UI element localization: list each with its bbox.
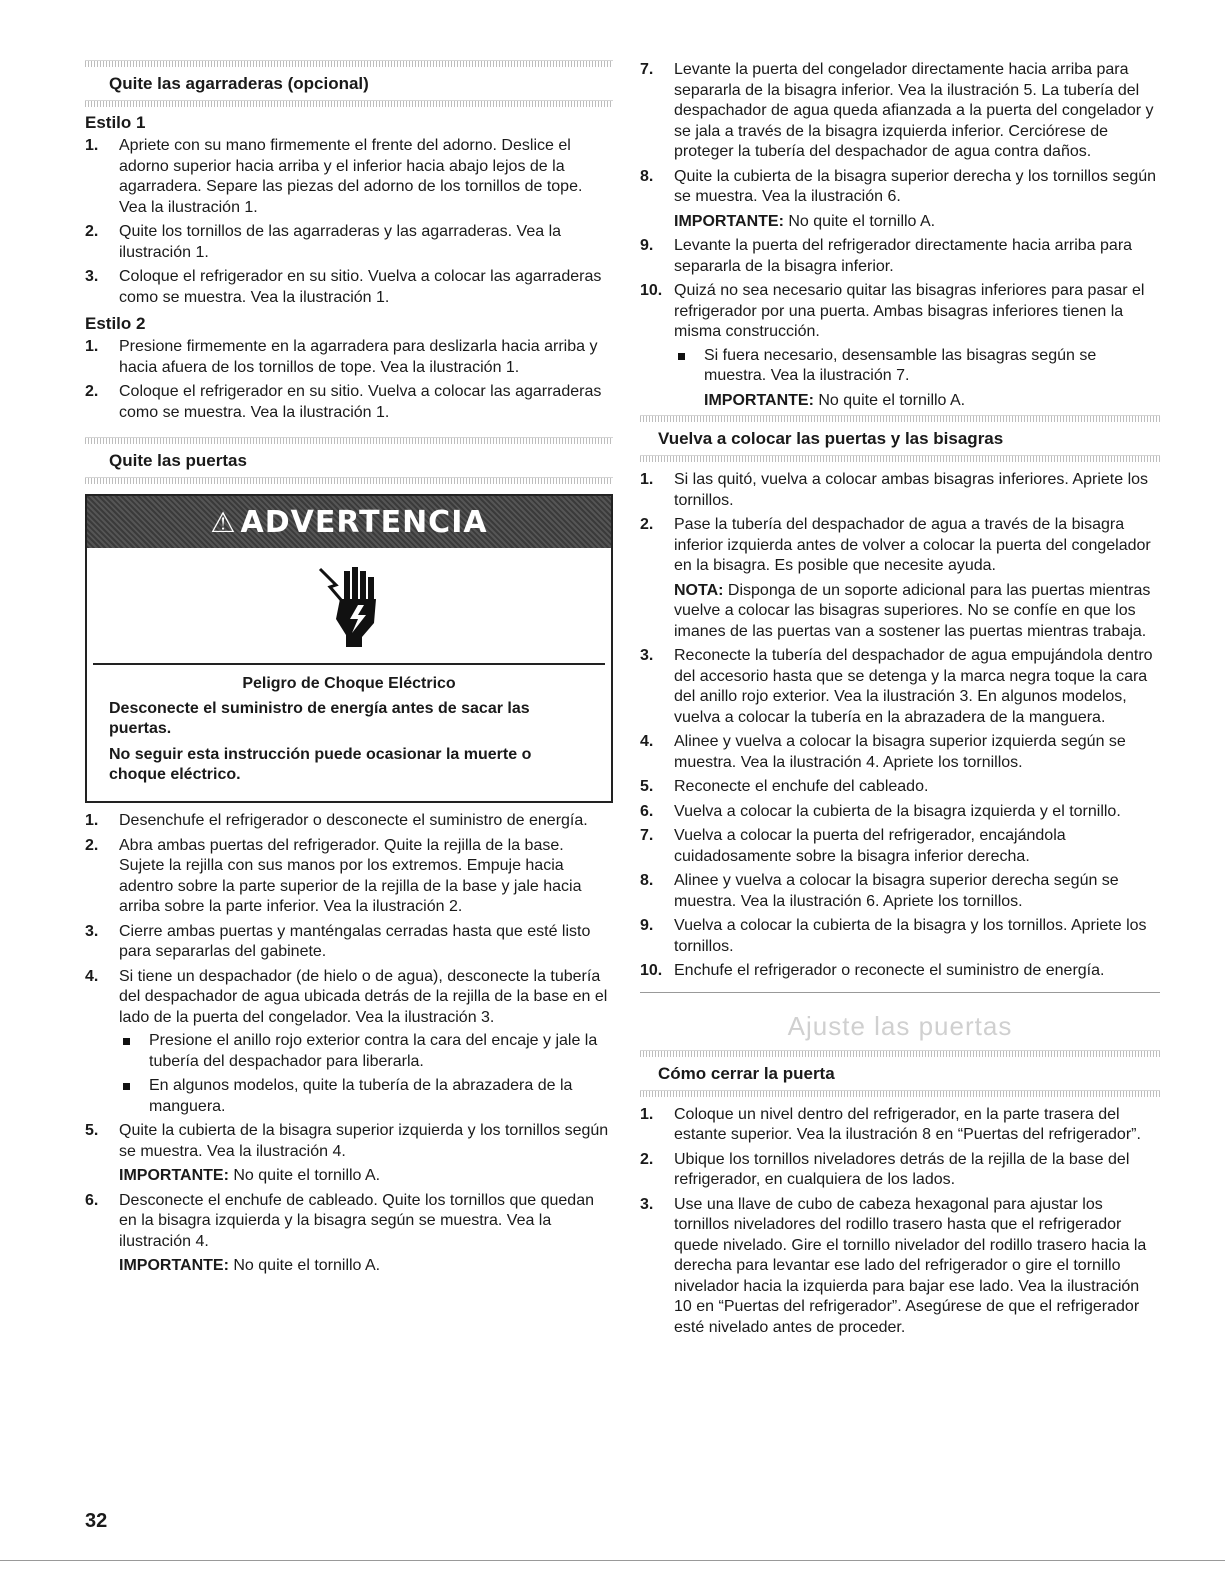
list-item: 5. Reconecte el enchufe del cableado. [640,777,1160,798]
page-number: 32 [85,1510,108,1532]
list-item [640,515,1160,642]
important-label: IMPORTANTE: [674,212,784,230]
list-item: 9. Vuelva a colocar la cubierta de la bisagra y los tornillos. Apriete los tornillos. [640,916,1160,957]
list-item: 1. Apriete con su mano firmemente el frente del adorno. Deslice el adorno superior hacia arriba y el inferior hacia abajo lejos de la agarradera. Separe las piezas del adorno de los tornillos de tope. Vea la ilustración 1. [85,136,613,218]
list-item: 2. Ubique los tornillos niveladores detrás de la rejilla de la base del refrigerador, en cualquiera de los lados. [640,1150,1160,1191]
warning-subtitle: Peligro de Choque Eléctrico [242,675,456,692]
list-item: 1. Desenchufe el refrigerador o desconecte el suministro de energía. [85,811,613,832]
list-item: 6. Vuelva a colocar la cubierta de la bisagra izquierda y el tornillo. [640,802,1160,823]
list-item: 3. Coloque el refrigerador en su sitio. Vuelva a colocar las agarraderas como se muestra. Vea la ilustración 1. [85,267,613,308]
bullet-list [119,1031,613,1117]
list-item: 2. Coloque el refrigerador en su sitio. Vuelva a colocar las agarraderas como se muestra. Vea la ilustración 1. [85,382,613,423]
important-note [119,1166,613,1187]
bullet-list [674,346,1160,412]
list-item: 3. Use una llave de cubo de cabeza hexagonal para ajustar los tornillos niveladores del rodillo trasero hasta que el refrigerador quede nivelado. Gire el tornillo nivelador del rodillo trasero hacia la derecha para levantar ese lado del refrigerador o gire el tornillo nivelador hacia la izquierda para bajar ese lado. Vea la ilustración 10 en “Puertas del refrigerador”. Asegúrese de que el refrigerador esté nivelado antes de proceder. [640,1195,1160,1339]
section-title-puertas: Quite las puertas [109,451,247,470]
list-item-text: Desconecte el enchufe de cableado. Quite los tornillos que quedan en la bisagra izquierda y la bisagra según se muestra. Vea la ilustración 4. [119,1191,594,1250]
bullet-item: Presione el anillo rojo exterior contra la cara del encaje y jale la tubería del despachador para liberarla. [119,1031,613,1072]
list-item [85,1121,613,1187]
important-text: No quite el tornillo A. [818,391,966,409]
list-item: 2. Abra ambas puertas del refrigerador. Quite la rejilla de la base. Sujete la rejilla con sus manos por los extremos. Empuje hacia adentro sobre la parte superior de la rejilla de la base y jale hacia arriba sobre la parte inferior. Vea la ilustración 2. [85,836,613,918]
list-item-text: Pase la tubería del despachador de agua a través de la bisagra inferior izquierda antes de volver a colocar la puerta del congelador en la bisagra. Es posible que necesite ayuda. [674,516,1151,574]
section-title-vuelva: Vuelva a colocar las puertas y las bisagras [658,429,1004,448]
warning-box [85,494,613,803]
list-item [85,1191,613,1277]
list-item: 9. Levante la puerta del refrigerador directamente hacia arriba para separarla de la bisagra inferior. [640,236,1160,277]
list-item: 4. Alinee y vuelva a colocar la bisagra superior izquierda según se muestra. Vea la ilustración 4. Apriete los tornillos. [640,732,1160,773]
list-item: 2. Quite los tornillos de las agarraderas y las agarraderas. Vea la ilustración 1. [85,222,613,263]
list-item-text: Quite la cubierta de la bisagra superior derecha y los tornillos según se muestra. Vea la ilustración 6. [674,167,1157,205]
left-column [85,60,613,1281]
warning-banner-text: ADVERTENCIA [240,504,488,540]
list-item: 3. Reconecte la tubería del despachador de agua empujándola dentro del accesorio hasta que se detenga y la marca negra toque la cara del anillo rojo exterior. Vea la ilustración 3. En algunos modelos, vuelva a colocar la tubería en la abrazadera de la manguera. [640,646,1160,728]
important-note [674,212,1160,233]
list-item-text: Quizá no sea necesario quitar las bisagras inferiores para pasar el refrigerador por una puerta. Ambas bisagras inferiores tienen la misma construcción. [674,282,1145,340]
important-text: No quite el tornillo A. [788,212,936,230]
right-column [640,60,1160,1342]
important-text: No quite el tornillo A. [233,1167,381,1184]
nota-note [674,581,1160,643]
section-rule [85,477,613,484]
section-title-agarraderas: Quite las agarraderas (opcional) [109,74,369,93]
warning-banner [87,496,611,548]
remove-doors-list [85,811,613,1277]
warning-paragraph: No seguir esta instrucción puede ocasionar la muerte o choque eléctrico. [109,746,532,783]
ajuste-heading: Ajuste las puertas [787,1010,1013,1041]
bullet-item: En algunos modelos, quite la tubería de la abrazadera de la manguera. [119,1076,613,1117]
section-rule [85,100,613,107]
list-item: 1. Si las quitó, vuelva a colocar ambas bisagras inferiores. Apriete los tornillos. [640,470,1160,511]
important-label: IMPORTANTE: [119,1167,229,1184]
list-item: 10. Enchufe el refrigerador o reconecte el suministro de energía. [640,961,1160,982]
nota-text: Disponga de un soporte adicional para las puertas mientras vuelve a colocar las bisagras superiores. No se confíe en que los imanes de las puertas van a sostener las puertas mientras trabaja. [674,581,1151,640]
list-item: 1. Coloque un nivel dentro del refrigerador, en la parte trasera del estante superior. Vea la ilustración 8 en “Puertas del refrigerador”. [640,1105,1160,1146]
section-rule [85,437,613,444]
nota-label: NOTA: [674,581,724,599]
list-item: 1. Presione firmemente en la agarradera para deslizarla hacia arriba y hacia afuera de los tornillos de tope. Vea la ilustración 1. [85,337,613,378]
replace-doors-list [640,470,1160,982]
warning-triangle-icon: ⚠ [210,505,237,539]
warning-icon-area [93,548,605,665]
bullet-text: Si fuera necesario, desensamble las bisagras según se muestra. Vea la ilustración 7. [704,346,1097,384]
list-item: 8. Alinee y vuelva a colocar la bisagra superior derecha según se muestra. Vea la ilustración 6. Apriete los tornillos. [640,871,1160,912]
important-label: IMPORTANTE: [119,1257,229,1274]
section-rule [85,60,613,67]
list-item [640,167,1160,233]
important-note [704,391,1160,412]
important-note [119,1256,613,1277]
bottom-rule [0,1560,1225,1561]
list-item-text: Quite la cubierta de la bisagra superior izquierda y los tornillos según se muestra. Vea la ilustración 4. [119,1122,609,1160]
bullet-item [674,346,1160,412]
estilo-1-list [85,136,613,308]
estilo-1-heading: Estilo 1 [85,113,146,132]
list-item: 7. Vuelva a colocar la puerta del refrigerador, encajándola cuidadosamente sobre la bisagra inferior derecha. [640,826,1160,867]
section-rule [640,455,1160,462]
important-label: IMPORTANTE: [704,391,814,409]
close-door-list [640,1105,1160,1339]
list-item: 7. Levante la puerta del congelador directamente hacia arriba para separarla de la bisagra inferior. Vea la ilustración 5. La tubería del despachador de agua queda afianzada a la puerta del congelador y se jala a través de la bisagra izquierda inferior. Cerciórese de proteger la tubería del despachador de agua contra daños. [640,60,1160,163]
list-item: 3. Cierre ambas puertas y manténgalas cerradas hasta que esté listo para separarlas del gabinete. [85,922,613,963]
section-rule [640,415,1160,422]
section-rule [640,1090,1160,1097]
divider [640,992,1160,993]
electric-shock-hand-icon [314,561,384,651]
warning-paragraph: Desconecte el suministro de energía antes de sacar las puertas. [109,700,530,737]
section-title-cerrar: Cómo cerrar la puerta [658,1063,835,1083]
list-item [640,281,1160,411]
important-text: No quite el tornillo A. [233,1257,381,1274]
remove-doors-list-continued [640,60,1160,411]
list-item-text: Si tiene un despachador (de hielo o de agua), desconecte la tubería del despachador de agua ubicada detrás de la rejilla de la base en el lado de la puerta del congelador. Vea la ilustración 3. [119,967,608,1026]
estilo-2-heading: Estilo 2 [85,314,146,333]
estilo-2-list [85,337,613,423]
list-item [85,967,613,1118]
section-rule [640,1050,1160,1057]
